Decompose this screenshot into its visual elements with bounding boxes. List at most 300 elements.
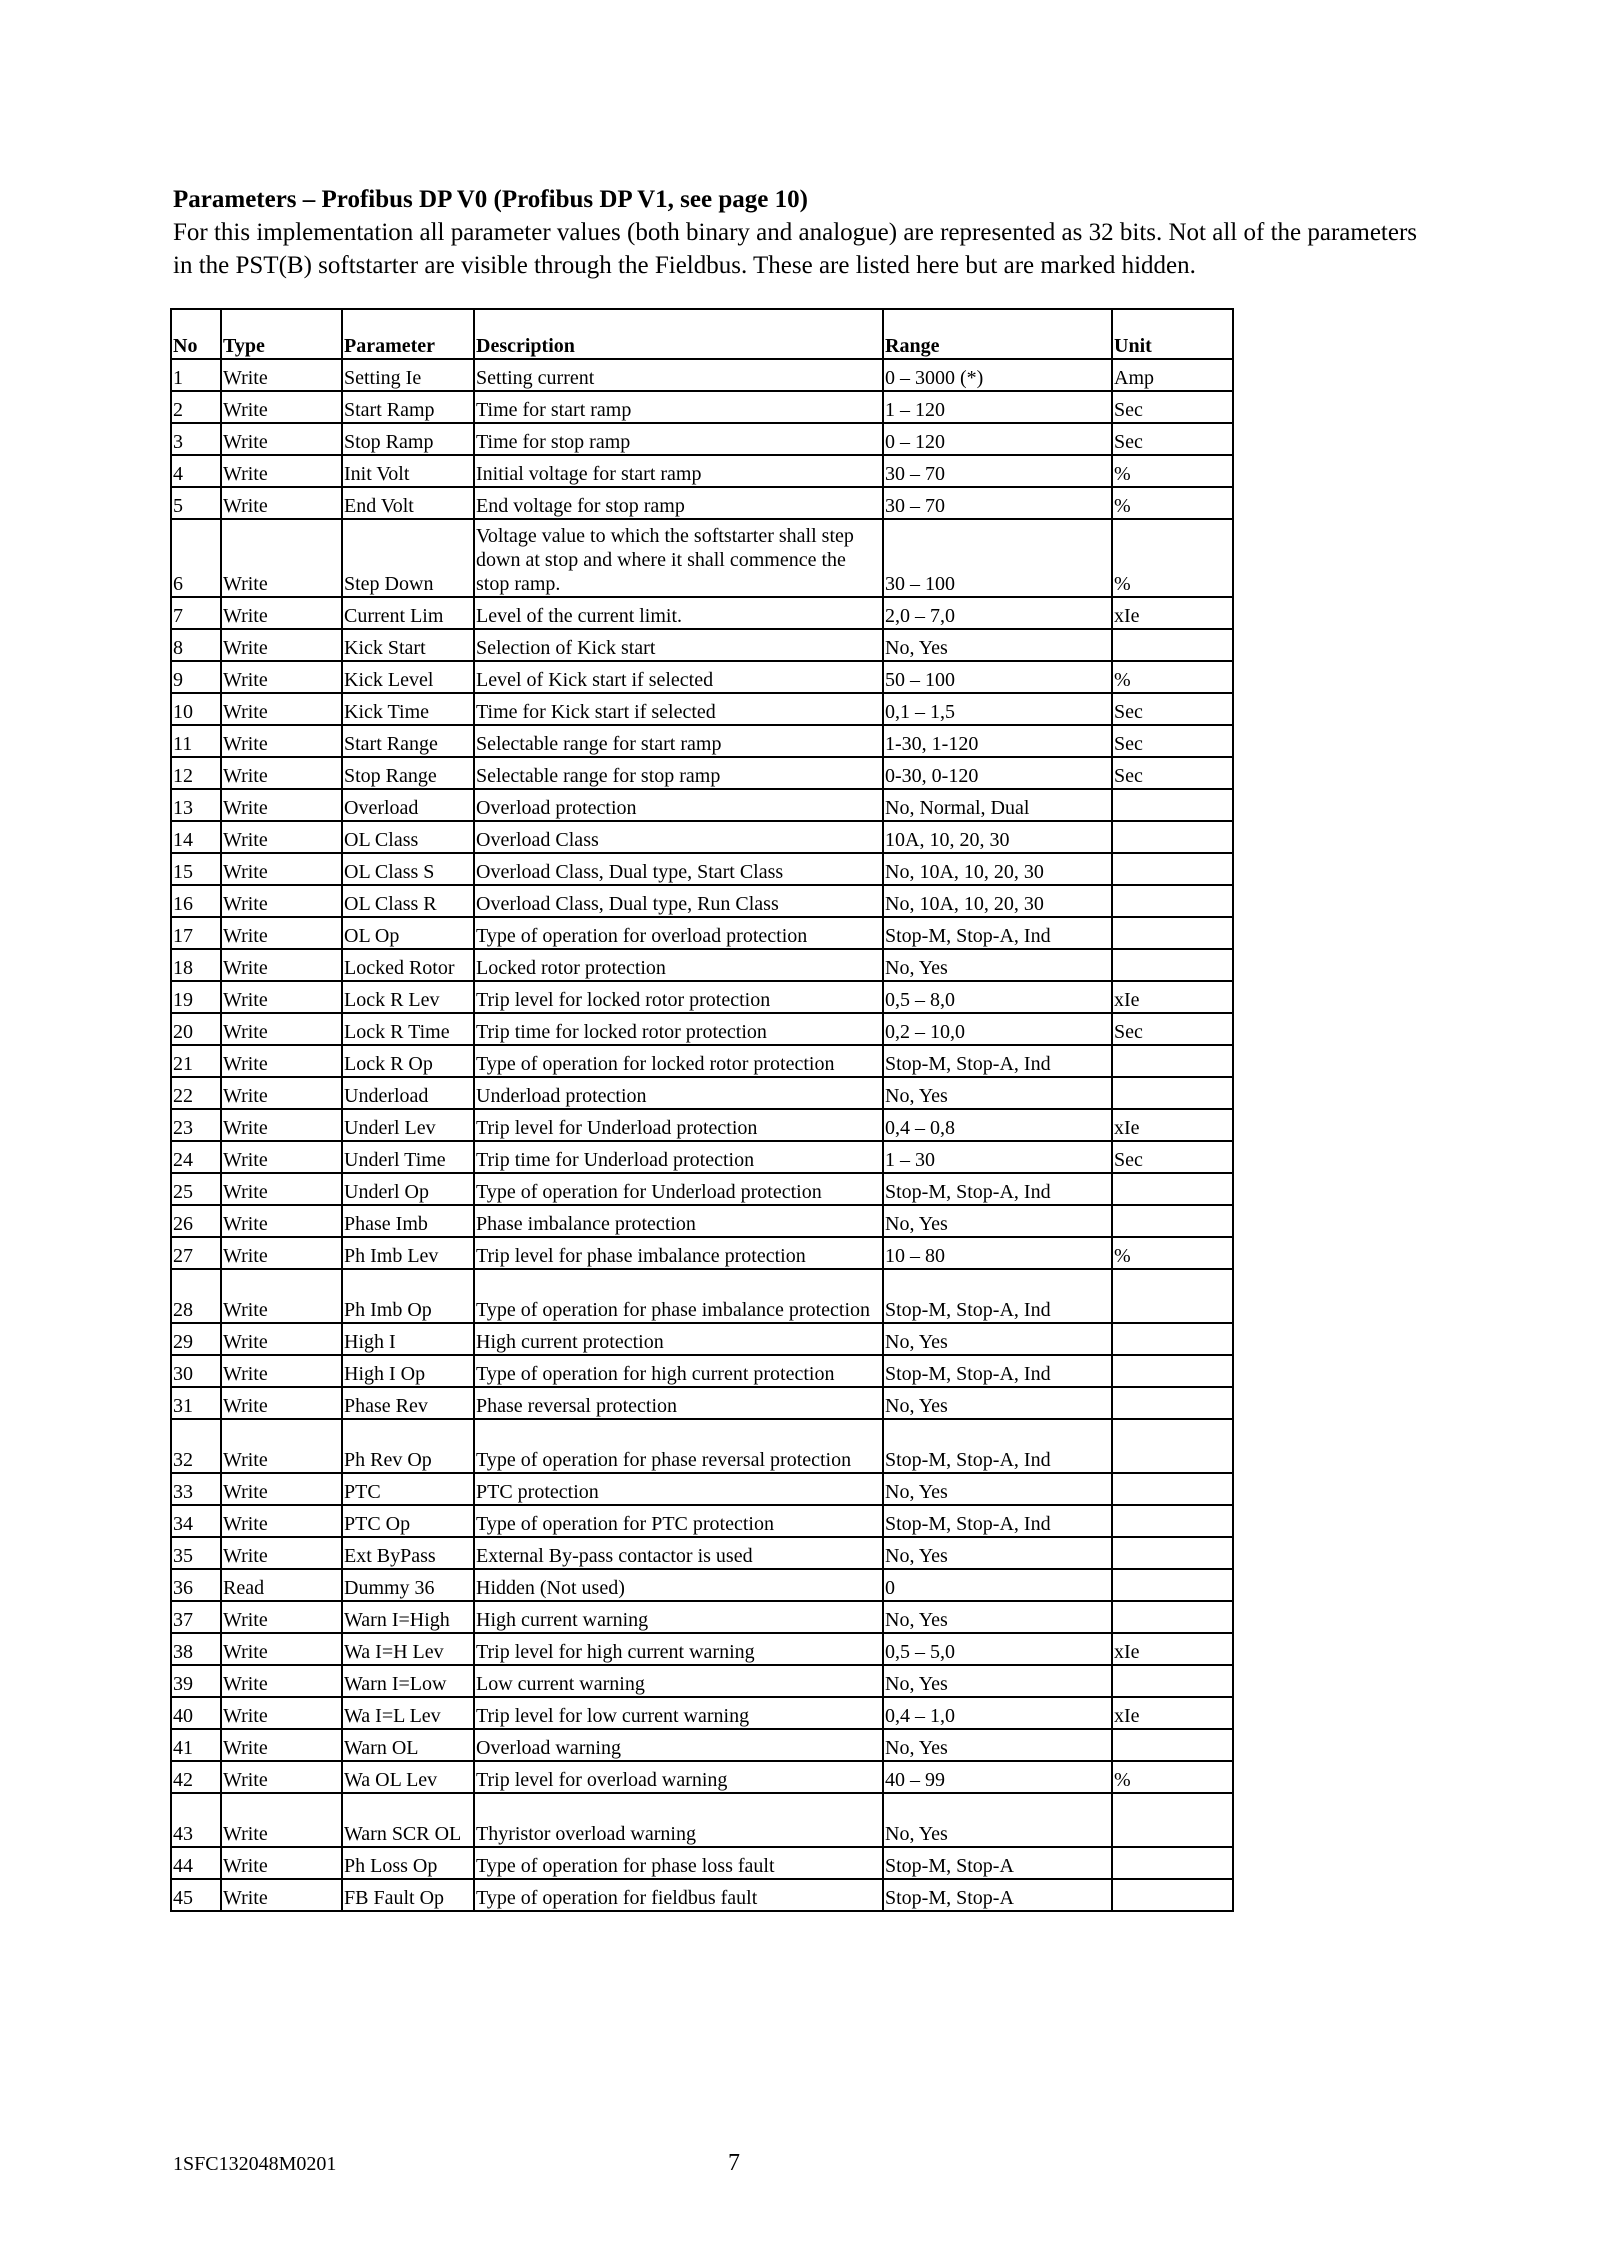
table-row: [171, 1045, 1233, 1077]
cell-range: 30 – 70: [883, 455, 1112, 487]
table-row: [171, 1505, 1233, 1537]
cell-description: Voltage value to which the softstarter shall step down at stop and where it shall commence the stop ramp.: [474, 519, 883, 597]
cell-range: 50 – 100: [883, 661, 1112, 693]
cell-type: Write: [221, 1633, 342, 1665]
table-row: [171, 757, 1233, 789]
cell-parameter: Lock R Op: [342, 1045, 474, 1077]
table-row: [171, 487, 1233, 519]
cell-parameter: High I Op: [342, 1355, 474, 1387]
cell-description: Thyristor overload warning: [474, 1793, 883, 1847]
cell-description: PTC protection: [474, 1473, 883, 1505]
cell-unit: [1112, 1505, 1233, 1537]
cell-type: Write: [221, 981, 342, 1013]
cell-no: 23: [171, 1109, 221, 1141]
cell-type: Write: [221, 519, 342, 597]
cell-type: Write: [221, 1793, 342, 1847]
cell-range: Stop-M, Stop-A, Ind: [883, 917, 1112, 949]
cell-description: Overload protection: [474, 789, 883, 821]
cell-range: No, Yes: [883, 1387, 1112, 1419]
cell-parameter: PTC Op: [342, 1505, 474, 1537]
cell-range: No, Yes: [883, 629, 1112, 661]
cell-description: Overload warning: [474, 1729, 883, 1761]
cell-unit: Sec: [1112, 1141, 1233, 1173]
cell-no: 21: [171, 1045, 221, 1077]
table-row: [171, 1237, 1233, 1269]
cell-unit: [1112, 1473, 1233, 1505]
cell-range: Stop-M, Stop-A, Ind: [883, 1269, 1112, 1323]
cell-range: No, Yes: [883, 1729, 1112, 1761]
table-row: [171, 885, 1233, 917]
cell-range: 0,1 – 1,5: [883, 693, 1112, 725]
cell-type: Write: [221, 725, 342, 757]
cell-type: Write: [221, 1847, 342, 1879]
table-row: [171, 1569, 1233, 1601]
cell-range: Stop-M, Stop-A: [883, 1879, 1112, 1911]
cell-parameter: Underl Lev: [342, 1109, 474, 1141]
cell-unit: [1112, 821, 1233, 853]
table-row: [171, 1729, 1233, 1761]
cell-no: 11: [171, 725, 221, 757]
cell-unit: Sec: [1112, 757, 1233, 789]
cell-parameter: Ph Imb Op: [342, 1269, 474, 1323]
column-header-range: Range: [883, 309, 1112, 359]
cell-unit: [1112, 1879, 1233, 1911]
cell-no: 3: [171, 423, 221, 455]
cell-type: Write: [221, 1419, 342, 1473]
cell-parameter: Wa I=H Lev: [342, 1633, 474, 1665]
cell-no: 7: [171, 597, 221, 629]
column-header-parameter: Parameter: [342, 309, 474, 359]
cell-parameter: Warn I=Low: [342, 1665, 474, 1697]
cell-parameter: Ph Loss Op: [342, 1847, 474, 1879]
cell-no: 41: [171, 1729, 221, 1761]
cell-unit: [1112, 1269, 1233, 1323]
table-row: [171, 1141, 1233, 1173]
cell-no: 45: [171, 1879, 221, 1911]
cell-range: No, Yes: [883, 1323, 1112, 1355]
cell-type: Write: [221, 1077, 342, 1109]
cell-type: Write: [221, 757, 342, 789]
cell-type: Write: [221, 821, 342, 853]
cell-parameter: Underload: [342, 1077, 474, 1109]
cell-type: Write: [221, 629, 342, 661]
cell-unit: [1112, 1045, 1233, 1077]
cell-range: 0,4 – 0,8: [883, 1109, 1112, 1141]
cell-unit: [1112, 1387, 1233, 1419]
table-row: [171, 359, 1233, 391]
cell-no: 19: [171, 981, 221, 1013]
table-row: [171, 1323, 1233, 1355]
table-row: [171, 1419, 1233, 1473]
cell-no: 29: [171, 1323, 221, 1355]
cell-description: Underload protection: [474, 1077, 883, 1109]
table-row: [171, 789, 1233, 821]
cell-unit: [1112, 853, 1233, 885]
table-row: [171, 1537, 1233, 1569]
column-header-unit: Unit: [1112, 309, 1233, 359]
cell-type: Write: [221, 1729, 342, 1761]
cell-no: 4: [171, 455, 221, 487]
cell-no: 12: [171, 757, 221, 789]
table-row: [171, 519, 1233, 597]
cell-parameter: Init Volt: [342, 455, 474, 487]
cell-no: 39: [171, 1665, 221, 1697]
cell-type: Write: [221, 1323, 342, 1355]
cell-no: 26: [171, 1205, 221, 1237]
cell-no: 18: [171, 949, 221, 981]
cell-parameter: Warn SCR OL: [342, 1793, 474, 1847]
cell-unit: [1112, 1205, 1233, 1237]
cell-description: Trip level for Underload protection: [474, 1109, 883, 1141]
table-row: [171, 391, 1233, 423]
column-header-no: No: [171, 309, 221, 359]
cell-no: 25: [171, 1173, 221, 1205]
cell-range: No, Yes: [883, 1601, 1112, 1633]
cell-range: 1 – 120: [883, 391, 1112, 423]
cell-range: 0: [883, 1569, 1112, 1601]
cell-type: Write: [221, 661, 342, 693]
cell-parameter: Overload: [342, 789, 474, 821]
cell-type: Write: [221, 1269, 342, 1323]
cell-range: 0 – 3000 (*): [883, 359, 1112, 391]
cell-description: Type of operation for Underload protection: [474, 1173, 883, 1205]
cell-no: 44: [171, 1847, 221, 1879]
cell-unit: [1112, 949, 1233, 981]
cell-description: Trip level for phase imbalance protection: [474, 1237, 883, 1269]
table-row: [171, 1761, 1233, 1793]
cell-unit: [1112, 1569, 1233, 1601]
cell-range: No, Normal, Dual: [883, 789, 1112, 821]
cell-range: 0,2 – 10,0: [883, 1013, 1112, 1045]
cell-range: 40 – 99: [883, 1761, 1112, 1793]
table-row: [171, 1601, 1233, 1633]
cell-range: 0-30, 0-120: [883, 757, 1112, 789]
cell-range: 0,5 – 5,0: [883, 1633, 1112, 1665]
cell-parameter: Warn OL: [342, 1729, 474, 1761]
cell-description: Type of operation for phase imbalance protection: [474, 1269, 883, 1323]
cell-parameter: Warn I=High: [342, 1601, 474, 1633]
cell-range: 0 – 120: [883, 423, 1112, 455]
cell-type: Write: [221, 391, 342, 423]
cell-unit: xIe: [1112, 1697, 1233, 1729]
table-row: [171, 455, 1233, 487]
cell-range: 1-30, 1-120: [883, 725, 1112, 757]
cell-range: No, Yes: [883, 1665, 1112, 1697]
cell-description: Trip time for Underload protection: [474, 1141, 883, 1173]
table-row: [171, 1269, 1233, 1323]
cell-range: No, 10A, 10, 20, 30: [883, 885, 1112, 917]
cell-unit: Amp: [1112, 359, 1233, 391]
cell-no: 27: [171, 1237, 221, 1269]
cell-parameter: Setting Ie: [342, 359, 474, 391]
cell-description: Time for Kick start if selected: [474, 693, 883, 725]
cell-parameter: Start Ramp: [342, 391, 474, 423]
cell-description: Locked rotor protection: [474, 949, 883, 981]
cell-unit: [1112, 885, 1233, 917]
cell-type: Write: [221, 885, 342, 917]
cell-no: 20: [171, 1013, 221, 1045]
cell-unit: [1112, 1847, 1233, 1879]
table-row: [171, 1665, 1233, 1697]
cell-range: Stop-M, Stop-A, Ind: [883, 1173, 1112, 1205]
cell-parameter: Dummy 36: [342, 1569, 474, 1601]
table-row: [171, 597, 1233, 629]
cell-range: Stop-M, Stop-A, Ind: [883, 1419, 1112, 1473]
cell-type: Write: [221, 1109, 342, 1141]
cell-no: 24: [171, 1141, 221, 1173]
cell-parameter: Kick Start: [342, 629, 474, 661]
cell-parameter: Start Range: [342, 725, 474, 757]
table-header-row: [171, 309, 1233, 359]
cell-range: Stop-M, Stop-A, Ind: [883, 1355, 1112, 1387]
cell-parameter: Stop Range: [342, 757, 474, 789]
cell-type: Write: [221, 423, 342, 455]
cell-parameter: PTC: [342, 1473, 474, 1505]
cell-type: Write: [221, 1879, 342, 1911]
cell-range: No, Yes: [883, 1537, 1112, 1569]
table-row: [171, 821, 1233, 853]
cell-unit: [1112, 1077, 1233, 1109]
table-row: [171, 661, 1233, 693]
cell-unit: [1112, 1729, 1233, 1761]
cell-unit: [1112, 1537, 1233, 1569]
cell-range: 10A, 10, 20, 30: [883, 821, 1112, 853]
cell-parameter: Wa I=L Lev: [342, 1697, 474, 1729]
cell-no: 42: [171, 1761, 221, 1793]
page-heading: [173, 183, 1433, 282]
cell-type: Write: [221, 1141, 342, 1173]
cell-description: Initial voltage for start ramp: [474, 455, 883, 487]
cell-range: 2,0 – 7,0: [883, 597, 1112, 629]
cell-no: 22: [171, 1077, 221, 1109]
cell-no: 8: [171, 629, 221, 661]
cell-description: Time for start ramp: [474, 391, 883, 423]
cell-description: High current warning: [474, 1601, 883, 1633]
cell-range: Stop-M, Stop-A, Ind: [883, 1045, 1112, 1077]
cell-parameter: Locked Rotor: [342, 949, 474, 981]
cell-no: 5: [171, 487, 221, 519]
cell-range: 10 – 80: [883, 1237, 1112, 1269]
table-row: [171, 725, 1233, 757]
cell-no: 6: [171, 519, 221, 597]
cell-parameter: Kick Time: [342, 693, 474, 725]
cell-no: 31: [171, 1387, 221, 1419]
cell-range: No, Yes: [883, 949, 1112, 981]
cell-type: Write: [221, 1761, 342, 1793]
cell-no: 2: [171, 391, 221, 423]
table-row: [171, 1077, 1233, 1109]
cell-no: 36: [171, 1569, 221, 1601]
table-row: [171, 1387, 1233, 1419]
cell-no: 17: [171, 917, 221, 949]
cell-range: 30 – 70: [883, 487, 1112, 519]
cell-description: Trip time for locked rotor protection: [474, 1013, 883, 1045]
cell-type: Write: [221, 597, 342, 629]
cell-description: Trip level for locked rotor protection: [474, 981, 883, 1013]
cell-no: 1: [171, 359, 221, 391]
cell-range: No, 10A, 10, 20, 30: [883, 853, 1112, 885]
cell-description: Trip level for high current warning: [474, 1633, 883, 1665]
cell-parameter: Kick Level: [342, 661, 474, 693]
cell-parameter: OL Class S: [342, 853, 474, 885]
table-row: [171, 1473, 1233, 1505]
cell-unit: [1112, 1665, 1233, 1697]
cell-type: Write: [221, 1013, 342, 1045]
section-title: Parameters – Profibus DP V0 (Profibus DP V1, see page 10): [173, 186, 808, 213]
cell-description: Phase imbalance protection: [474, 1205, 883, 1237]
table-row: [171, 423, 1233, 455]
cell-unit: Sec: [1112, 693, 1233, 725]
cell-range: No, Yes: [883, 1473, 1112, 1505]
cell-unit: [1112, 1173, 1233, 1205]
cell-description: Trip level for overload warning: [474, 1761, 883, 1793]
cell-range: Stop-M, Stop-A: [883, 1847, 1112, 1879]
cell-type: Write: [221, 359, 342, 391]
cell-no: 15: [171, 853, 221, 885]
cell-description: Type of operation for phase loss fault: [474, 1847, 883, 1879]
intro-paragraph: For this implementation all parameter values (both binary and analogue) are represented as 32 bits. Not all of the parameters in the PST(B) softstarter are visible through the Fieldbus. These are listed here but are marked hidden.: [173, 219, 1418, 279]
cell-parameter: OL Class R: [342, 885, 474, 917]
table-row: [171, 1205, 1233, 1237]
cell-description: High current protection: [474, 1323, 883, 1355]
cell-parameter: Stop Ramp: [342, 423, 474, 455]
cell-parameter: End Volt: [342, 487, 474, 519]
cell-parameter: Phase Rev: [342, 1387, 474, 1419]
cell-range: 0,5 – 8,0: [883, 981, 1112, 1013]
cell-parameter: Step Down: [342, 519, 474, 597]
cell-parameter: Ph Imb Lev: [342, 1237, 474, 1269]
cell-no: 35: [171, 1537, 221, 1569]
cell-no: 13: [171, 789, 221, 821]
cell-parameter: Lock R Time: [342, 1013, 474, 1045]
document-code: 1SFC132048M0201: [173, 2153, 337, 2175]
cell-description: Overload Class: [474, 821, 883, 853]
cell-parameter: Ph Rev Op: [342, 1419, 474, 1473]
cell-type: Write: [221, 1237, 342, 1269]
cell-unit: [1112, 917, 1233, 949]
table-row: [171, 1013, 1233, 1045]
table-row: [171, 1633, 1233, 1665]
cell-description: Overload Class, Dual type, Start Class: [474, 853, 883, 885]
cell-type: Write: [221, 1173, 342, 1205]
table-row: [171, 1793, 1233, 1847]
page-number: 7: [728, 2150, 740, 2176]
cell-range: 30 – 100: [883, 519, 1112, 597]
table-row: [171, 949, 1233, 981]
table-row: [171, 853, 1233, 885]
cell-unit: %: [1112, 455, 1233, 487]
cell-description: Selection of Kick start: [474, 629, 883, 661]
cell-parameter: OL Class: [342, 821, 474, 853]
cell-unit: [1112, 1419, 1233, 1473]
cell-no: 43: [171, 1793, 221, 1847]
cell-no: 38: [171, 1633, 221, 1665]
table-row: [171, 1879, 1233, 1911]
table-row: [171, 1847, 1233, 1879]
cell-description: Phase reversal protection: [474, 1387, 883, 1419]
cell-type: Write: [221, 853, 342, 885]
cell-range: Stop-M, Stop-A, Ind: [883, 1505, 1112, 1537]
cell-parameter: Underl Op: [342, 1173, 474, 1205]
table-row: [171, 981, 1233, 1013]
cell-range: No, Yes: [883, 1077, 1112, 1109]
cell-type: Write: [221, 1205, 342, 1237]
cell-unit: [1112, 1601, 1233, 1633]
cell-type: Write: [221, 455, 342, 487]
cell-parameter: Ext ByPass: [342, 1537, 474, 1569]
cell-type: Write: [221, 789, 342, 821]
table-row: [171, 1697, 1233, 1729]
cell-no: 40: [171, 1697, 221, 1729]
cell-parameter: Current Lim: [342, 597, 474, 629]
cell-parameter: Wa OL Lev: [342, 1761, 474, 1793]
cell-unit: xIe: [1112, 1633, 1233, 1665]
cell-type: Write: [221, 1473, 342, 1505]
cell-description: End voltage for stop ramp: [474, 487, 883, 519]
cell-unit: Sec: [1112, 725, 1233, 757]
cell-no: 32: [171, 1419, 221, 1473]
cell-unit: %: [1112, 487, 1233, 519]
cell-no: 28: [171, 1269, 221, 1323]
cell-range: 0,4 – 1,0: [883, 1697, 1112, 1729]
cell-type: Write: [221, 917, 342, 949]
cell-no: 33: [171, 1473, 221, 1505]
cell-range: 1 – 30: [883, 1141, 1112, 1173]
cell-description: Time for stop ramp: [474, 423, 883, 455]
cell-type: Write: [221, 1665, 342, 1697]
cell-type: Write: [221, 1355, 342, 1387]
table-row: [171, 1173, 1233, 1205]
table-row: [171, 917, 1233, 949]
cell-type: Write: [221, 487, 342, 519]
table-row: [171, 1355, 1233, 1387]
cell-type: Write: [221, 949, 342, 981]
cell-type: Write: [221, 1537, 342, 1569]
cell-unit: [1112, 1793, 1233, 1847]
cell-description: Hidden (Not used): [474, 1569, 883, 1601]
cell-unit: xIe: [1112, 597, 1233, 629]
cell-parameter: OL Op: [342, 917, 474, 949]
cell-no: 34: [171, 1505, 221, 1537]
table-row: [171, 693, 1233, 725]
cell-unit: Sec: [1112, 423, 1233, 455]
cell-description: Type of operation for PTC protection: [474, 1505, 883, 1537]
cell-no: 30: [171, 1355, 221, 1387]
cell-type: Write: [221, 1601, 342, 1633]
cell-unit: %: [1112, 1237, 1233, 1269]
column-header-description: Description: [474, 309, 883, 359]
cell-description: Trip level for low current warning: [474, 1697, 883, 1729]
cell-description: Level of the current limit.: [474, 597, 883, 629]
cell-description: External By-pass contactor is used: [474, 1537, 883, 1569]
cell-description: Type of operation for overload protection: [474, 917, 883, 949]
cell-no: 16: [171, 885, 221, 917]
cell-description: Selectable range for start ramp: [474, 725, 883, 757]
cell-type: Write: [221, 1505, 342, 1537]
cell-description: Type of operation for locked rotor protection: [474, 1045, 883, 1077]
cell-range: No, Yes: [883, 1205, 1112, 1237]
table-body: [171, 359, 1233, 1911]
table-row: [171, 629, 1233, 661]
cell-no: 14: [171, 821, 221, 853]
cell-unit: xIe: [1112, 981, 1233, 1013]
cell-parameter: FB Fault Op: [342, 1879, 474, 1911]
cell-description: Low current warning: [474, 1665, 883, 1697]
cell-unit: %: [1112, 519, 1233, 597]
cell-range: No, Yes: [883, 1793, 1112, 1847]
cell-description: Selectable range for stop ramp: [474, 757, 883, 789]
cell-parameter: Phase Imb: [342, 1205, 474, 1237]
